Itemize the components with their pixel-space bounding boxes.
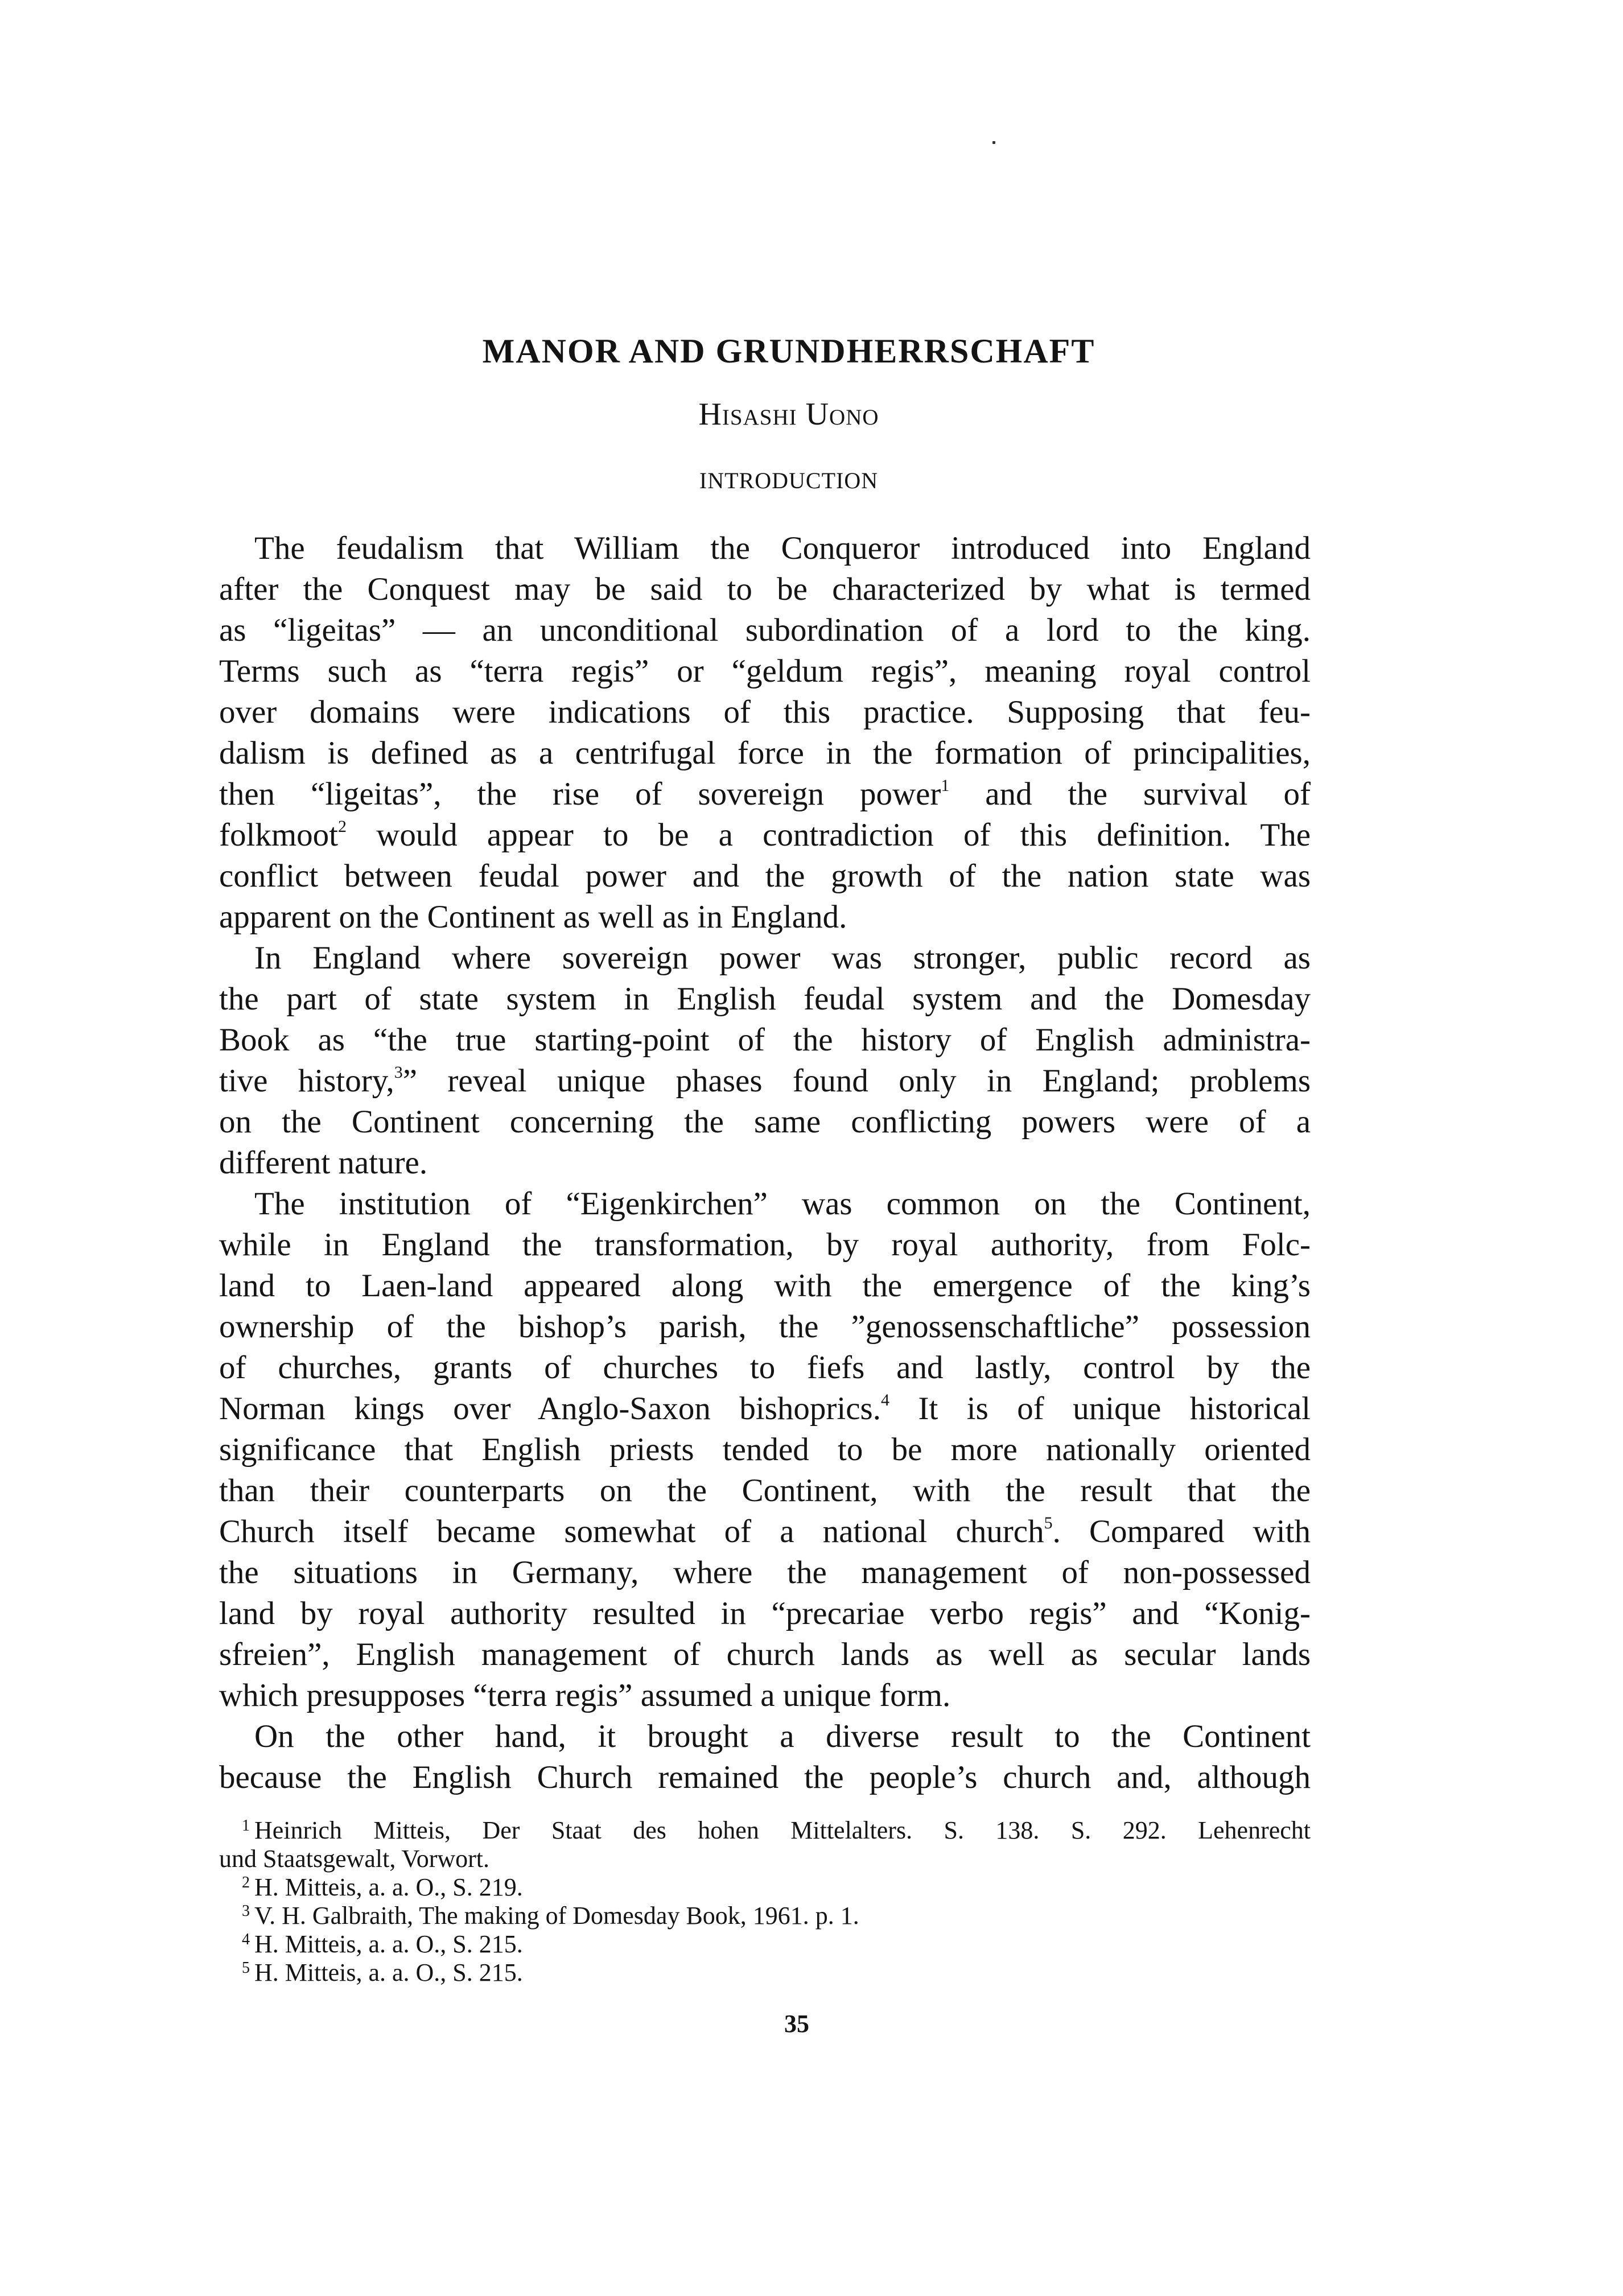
text-line xyxy=(219,815,1311,856)
text-line: In England where sovereign power was stronger, public record as xyxy=(254,940,1311,976)
footnote-3 xyxy=(219,1902,1311,1930)
text-line: of churches, grants of churches to fiefs and lastly, control by the xyxy=(219,1350,1311,1386)
text-line xyxy=(219,774,1311,815)
line-text: folkmoot xyxy=(219,817,338,853)
text-line: which presupposes “terra regis” assumed a unique form. xyxy=(219,1677,951,1713)
footnote-1 xyxy=(219,1816,1311,1845)
line-text: would appear to be a contradiction of this definition. The xyxy=(347,817,1311,853)
section-heading: INTRODUCTION xyxy=(699,468,879,493)
text-line: after the Conquest may be said to be characterized by what is termed xyxy=(219,571,1311,607)
footnote-marker: 4 xyxy=(242,1931,250,1948)
footnote-marker: 1 xyxy=(242,1817,250,1835)
footnote-marker: 3 xyxy=(242,1902,250,1920)
paragraph-4 xyxy=(219,1716,1311,1798)
text-line: conflict between feudal power and the growth of the nation state was xyxy=(219,858,1311,894)
text-line: on the Continent concerning the same conflicting powers were of a xyxy=(219,1104,1311,1140)
scan-artifact xyxy=(992,141,995,144)
line-text: and the survival of xyxy=(949,776,1311,812)
page-number: 35 xyxy=(784,2010,809,2038)
text-line: sfreien”, English management of church lands as well as secular lands xyxy=(219,1637,1311,1672)
footnote-ref-1[interactable]: 1 xyxy=(941,776,950,795)
footnote-text: H. Mitteis, a. a. O., S. 215. xyxy=(254,1959,523,1986)
body-text xyxy=(219,528,1311,1798)
text-line: apparent on the Continent as well as in England. xyxy=(219,899,847,935)
paragraph-1 xyxy=(219,528,1311,938)
line-text: . Compared with xyxy=(1052,1514,1311,1549)
text-line: the part of state system in English feudal system and the Domesday xyxy=(219,981,1311,1017)
line-text: ” reveal unique phases found only in England; problems xyxy=(402,1063,1311,1099)
footnote-1-continued: und Staatsgewalt, Vorwort. xyxy=(219,1845,489,1873)
footnote-4 xyxy=(219,1930,1311,1959)
line-text: Church itself became somewhat of a national church xyxy=(219,1514,1044,1549)
text-line: On the other hand, it brought a diverse result to the Continent xyxy=(254,1718,1311,1754)
footnote-ref-2[interactable]: 2 xyxy=(338,817,347,836)
footnote-2 xyxy=(219,1873,1311,1902)
text-line: because the English Church remained the people’s church and, although xyxy=(219,1759,1311,1795)
article-title: MANOR AND GRUNDHERRSCHAFT xyxy=(482,332,1095,370)
footnote-text: Heinrich Mitteis, Der Staat des hohen Mittelalters. S. 138. S. 292. Lehenrecht xyxy=(254,1816,1311,1844)
footnote-ref-3[interactable]: 3 xyxy=(394,1063,403,1082)
text-line: Terms such as “terra regis” or “geldum regis”, meaning royal control xyxy=(219,653,1311,689)
line-text: tive history, xyxy=(219,1063,394,1099)
line-text: Norman kings over Anglo-Saxon bishoprics. xyxy=(219,1391,881,1427)
footnote-text: H. Mitteis, a. a. O., S. 215. xyxy=(254,1930,523,1958)
text-line: than their counterparts on the Continent, with the result that the xyxy=(219,1473,1311,1508)
text-line xyxy=(219,1511,1311,1552)
footnote-ref-4[interactable]: 4 xyxy=(880,1391,889,1409)
footnote-text: H. Mitteis, a. a. O., S. 219. xyxy=(254,1873,523,1901)
text-line: the situations in Germany, where the management of non-possessed xyxy=(219,1555,1311,1590)
text-line: The feudalism that William the Conqueror introduced into England xyxy=(254,530,1311,566)
text-line: The institution of “Eigenkirchen” was common on the Continent, xyxy=(254,1186,1311,1222)
footnote-text: V. H. Galbraith, The making of Domesday Book, 1961. p. 1. xyxy=(254,1902,859,1930)
text-line: significance that English priests tended to be more nationally oriented xyxy=(219,1432,1311,1468)
text-line: land by royal authority resulted in “precariae verbo regis” and “Konig- xyxy=(219,1596,1311,1631)
text-line: Book as “the true starting-point of the history of English administra- xyxy=(219,1022,1311,1058)
footnote-marker: 5 xyxy=(242,1959,250,1977)
footnote-5 xyxy=(219,1959,1311,1987)
paragraph-3 xyxy=(219,1184,1311,1716)
footnote-ref-5[interactable]: 5 xyxy=(1044,1514,1053,1532)
text-line: over domains were indications of this practice. Supposing that feu- xyxy=(219,694,1311,730)
text-line xyxy=(219,1388,1311,1429)
footnotes xyxy=(219,1816,1311,1987)
line-text: It is of unique historical xyxy=(889,1391,1311,1427)
text-line: dalism is defined as a centrifugal force in the formation of principalities, xyxy=(219,735,1311,771)
text-line: as “ligeitas” — an unconditional subordination of a lord to the king. xyxy=(219,612,1311,648)
paragraph-2 xyxy=(219,938,1311,1184)
footnote-marker: 2 xyxy=(242,1874,250,1891)
text-line: land to Laen-land appeared along with the emergence of the king’s xyxy=(219,1268,1311,1304)
text-line xyxy=(219,1061,1311,1102)
text-line: while in England the transformation, by royal authority, from Folc- xyxy=(219,1227,1311,1263)
text-line: different nature. xyxy=(219,1145,428,1181)
line-text: then “ligeitas”, the rise of sovereign power xyxy=(219,776,941,812)
author-name: Hisashi Uono xyxy=(698,397,879,432)
text-line: ownership of the bishop’s parish, the ”genossenschaftliche” possession xyxy=(219,1309,1311,1345)
